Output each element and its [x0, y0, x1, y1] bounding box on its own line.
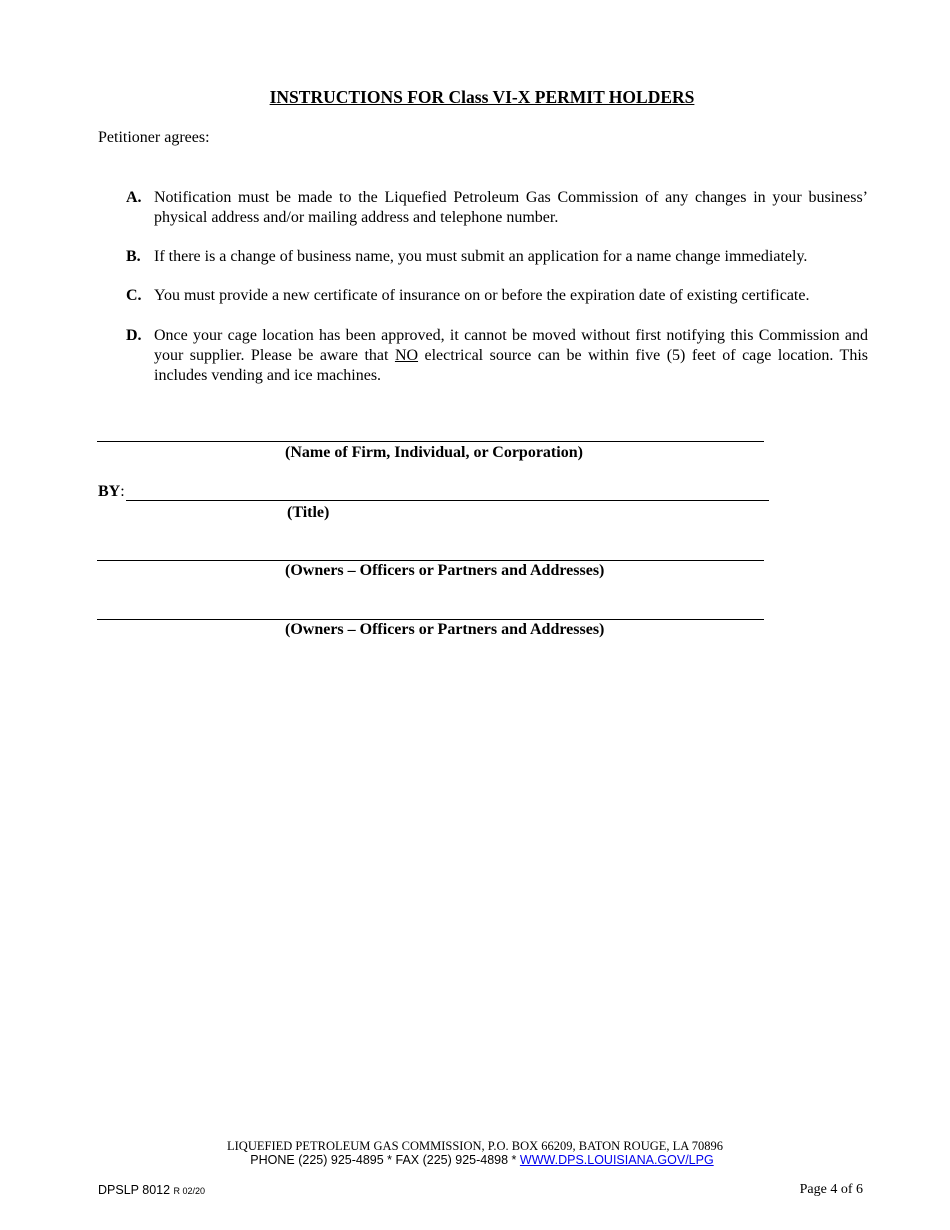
item-text — [154, 326, 868, 386]
item-text: If there is a change of business name, you must submit an application for a name change immediately. — [154, 248, 808, 265]
form-revision: R 02/20 — [173, 1186, 206, 1196]
item-text-emphasis: NO — [394, 347, 419, 364]
form-number: DPSLP 8012 — [98, 1183, 174, 1197]
item-text: You must provide a new certificate of insurance on or before the expiration date of existing certificate. — [154, 287, 810, 304]
title-caption: (Title) — [287, 504, 330, 521]
page-number: Page 4 of 6 — [799, 1182, 863, 1197]
owners-caption-1: (Owners – Officers or Partners and Addresses) — [285, 562, 605, 579]
instruction-item-a — [126, 188, 868, 228]
owners-caption-2: (Owners – Officers or Partners and Addresses) — [285, 621, 605, 638]
owners-line-1 — [97, 560, 764, 561]
by-signature-line — [126, 500, 769, 501]
item-letter: B. — [126, 248, 141, 265]
by-label: BY — [98, 483, 121, 500]
item-text-before: Once your cage location has been approved, it cannot be moved without first notifying this Commission and your supplier. Please be aware that — [154, 327, 868, 364]
firm-signature-line — [97, 441, 764, 442]
item-text-after: electrical source can be within five (5) feet of cage location. This includes vending and ice machines. — [154, 347, 869, 384]
footer-contact — [0, 1153, 950, 1167]
item-text: Notification must be made to the Liquefied Petroleum Gas Commission of any changes in your business’ physical address and/or mailing address and telephone number. — [154, 189, 868, 226]
page-title: INSTRUCTIONS FOR Class VI-X PERMIT HOLDERS — [269, 87, 695, 107]
instruction-item-b — [126, 247, 868, 267]
item-letter: C. — [126, 287, 142, 304]
footer-phone-fax: PHONE (225) 925-4895 * FAX (225) 925-4898 * — [250, 1153, 520, 1167]
instruction-item-d — [126, 326, 868, 386]
owners-line-2 — [97, 619, 764, 620]
intro-text: Petitioner agrees: — [98, 129, 210, 146]
firm-caption: (Name of Firm, Individual, or Corporation) — [285, 444, 583, 461]
item-letter: A. — [126, 189, 142, 206]
by-label-group — [98, 483, 125, 501]
form-id — [98, 1183, 205, 1197]
footer-website-link[interactable]: WWW.DPS.LOUISIANA.GOV/LPG — [519, 1153, 714, 1167]
by-colon: : — [120, 483, 125, 500]
footer-address: LIQUEFIED PETROLEUM GAS COMMISSION, P.O. BOX 66209, BATON ROUGE, LA 70896 — [227, 1139, 723, 1153]
item-letter: D. — [126, 327, 142, 344]
instruction-item-c — [126, 286, 868, 306]
